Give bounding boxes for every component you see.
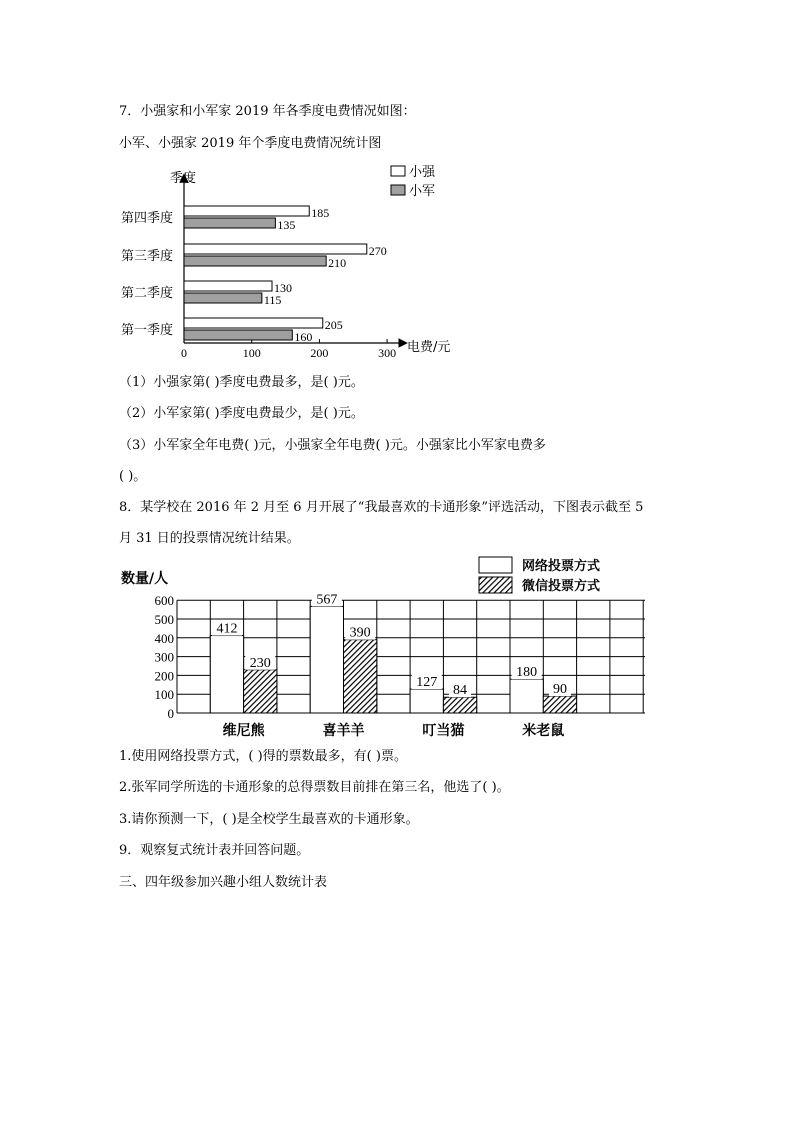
q8-sub2: 2.张军同学所选的卡通形象的总得票数目前排在第三名，他选了( )。 bbox=[119, 780, 510, 795]
category-label: 维尼熊 bbox=[222, 723, 265, 739]
data-label: 160 bbox=[294, 330, 313, 344]
data-label: 90 bbox=[552, 682, 567, 698]
bar-wechat bbox=[543, 696, 576, 713]
legend-label: 网络投票方式 bbox=[522, 559, 601, 574]
bar-online bbox=[310, 606, 343, 713]
data-label: 84 bbox=[453, 683, 468, 699]
data-label: 390 bbox=[349, 625, 371, 641]
q7-sub3: （3）小军家全年电费( )元，小强家全年电费( )元。小强家比小军家电费多 bbox=[119, 438, 546, 453]
bar-online bbox=[210, 636, 243, 713]
legend-label: 微信投票方式 bbox=[522, 579, 601, 594]
q8-intro-2: 月 31 日的投票情况统计结果。 bbox=[119, 531, 300, 546]
bar-wechat bbox=[443, 697, 476, 713]
data-label: 567 bbox=[316, 592, 338, 608]
category-label: 第四季度 bbox=[121, 211, 174, 226]
data-label: 205 bbox=[324, 318, 343, 332]
category-label: 米老鼠 bbox=[522, 723, 565, 739]
legend-swatch bbox=[479, 577, 512, 593]
q8-sub3: 3.请你预测一下，( )是全校学生最喜欢的卡通形象。 bbox=[119, 812, 419, 827]
q7-intro: 7．小强家和小军家 2019 年各季度电费情况如图： bbox=[119, 104, 416, 119]
legend-label: 小强 bbox=[409, 165, 436, 180]
y-tick-label: 200 bbox=[154, 668, 174, 684]
data-label: 230 bbox=[249, 655, 271, 671]
bar-wechat bbox=[344, 640, 377, 713]
y-tick-label: 500 bbox=[154, 612, 174, 627]
category-label: 喜羊羊 bbox=[322, 723, 365, 739]
data-label: 180 bbox=[516, 665, 538, 681]
y-axis-label: 数量/人 bbox=[121, 571, 169, 587]
data-label: 270 bbox=[368, 244, 387, 258]
data-label: 127 bbox=[416, 675, 438, 691]
x-tick-label: 0 bbox=[181, 346, 187, 360]
q7-sub3-cont: ( )。 bbox=[119, 469, 147, 484]
q9-text: 9．观察复式统计表并回答问题。 bbox=[119, 843, 310, 858]
bar-online bbox=[410, 689, 443, 713]
x-tick-label: 200 bbox=[310, 346, 329, 360]
category-label: 第二季度 bbox=[121, 286, 174, 301]
q7-sub1: （1）小强家第( )季度电费最多，是( )元。 bbox=[119, 375, 364, 390]
legend-label: 小军 bbox=[409, 184, 436, 199]
q8-intro-1: 8．某学校在 2016 年 2 月至 6 月开展了“我最喜欢的卡通形象”评选活动，下图表示截至 5 bbox=[119, 500, 644, 515]
section3-title: 三、四年级参加兴趣小组人数统计表 bbox=[119, 875, 328, 890]
category-label: 第三季度 bbox=[121, 249, 174, 264]
y-tick-label: 300 bbox=[154, 649, 174, 665]
category-label: 叮当猫 bbox=[422, 723, 465, 739]
q7-sub2: （2）小军家第( )季度电费最少，是( )元。 bbox=[119, 406, 364, 421]
data-label: 135 bbox=[277, 218, 296, 232]
q7-chart-title: 小军、小强家 2019 年个季度电费情况统计图 bbox=[119, 136, 382, 151]
y-tick-label: 400 bbox=[154, 630, 174, 646]
legend-swatch bbox=[479, 557, 512, 573]
data-label: 412 bbox=[216, 621, 238, 637]
bar-online bbox=[510, 679, 543, 713]
x-tick-label: 100 bbox=[242, 346, 261, 360]
y-axis-label: 季度 bbox=[170, 171, 197, 186]
bar-wechat bbox=[244, 670, 277, 713]
y-tick-label: 100 bbox=[154, 687, 174, 703]
data-label: 210 bbox=[328, 256, 347, 270]
y-tick-label: 600 bbox=[154, 593, 174, 609]
data-label: 130 bbox=[274, 281, 293, 295]
data-label: 115 bbox=[263, 293, 282, 307]
x-axis-label: 电费/元 bbox=[407, 340, 451, 355]
x-tick-label: 300 bbox=[378, 346, 397, 360]
q8-sub1: 1.使用网络投票方式，( )得的票数最多，有( )票。 bbox=[119, 749, 407, 764]
category-label: 第一季度 bbox=[121, 323, 174, 338]
data-label: 185 bbox=[311, 206, 330, 220]
y-tick-label: 0 bbox=[167, 706, 174, 721]
